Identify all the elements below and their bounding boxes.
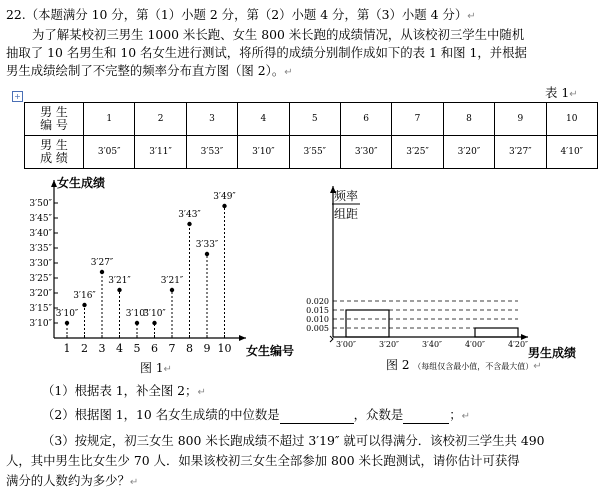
figure-1-point	[135, 321, 139, 325]
table-cell: 9	[495, 103, 546, 136]
return-mark: ↵	[284, 67, 293, 78]
figure-1-point	[222, 204, 226, 208]
figure-1-point-label: 3′10″	[143, 309, 166, 319]
figure-1-y-tick-label: 3′30″	[29, 259, 52, 269]
figure-2-y-tick-label: 0.005	[306, 324, 329, 333]
figure-1-point	[65, 321, 69, 325]
figure-1-caption	[140, 359, 172, 376]
figure-1-chart	[0, 176, 300, 376]
figure-1-y-tick-label: 3′15″	[29, 304, 52, 314]
question-3-line-2	[6, 452, 520, 469]
intro-text-2: 抽取了 10 名男生和 10 名女生进行测试，将所得的成绩分别制作成如下的表 1 和图 1，并根据	[6, 45, 527, 60]
intro-line-2	[6, 44, 527, 61]
figure-2-caption	[386, 356, 542, 373]
figure-1-point	[82, 303, 86, 307]
question-1-text: （1）根据表 1，补全图 2；	[42, 383, 198, 398]
figure-1-x-tick-label: 7	[168, 342, 176, 355]
table-cell: 3	[186, 103, 237, 136]
question-2	[42, 406, 470, 425]
table-cell: 3′30″	[340, 136, 391, 169]
figure-1-point-label: 3′10″	[55, 309, 79, 319]
table-cell: 5	[289, 103, 340, 136]
figure-2-x-tick-label: 4′00″	[464, 340, 486, 349]
row-header-line: 成 绩	[40, 151, 68, 165]
return-mark: ↵	[129, 477, 139, 488]
figure-1-x-tick-label: 10	[217, 342, 232, 355]
figure-2-chart	[296, 182, 601, 372]
figure-2-caption-text: 图 2	[386, 358, 410, 372]
figure-1-point-label: 3′43″	[178, 210, 201, 220]
table-cell: 3′10″	[238, 136, 289, 169]
question-3-line-3	[6, 472, 138, 491]
question-3-text-1: （3）按规定，初三女生 800 米长跑成绩不超过 3′19″ 就可以得满分．该校初三学生共 490	[42, 433, 545, 448]
table-cell: 8	[443, 103, 494, 136]
figure-2-bar	[475, 328, 518, 337]
question-2-text-c: ；	[449, 407, 462, 422]
table-row-ids	[25, 103, 598, 136]
figure-1-x-tick-label: 1	[63, 342, 71, 355]
figure-2-y-tick-label: 0.020	[306, 297, 329, 306]
problem-heading	[6, 6, 476, 25]
table-cell: 3′27″	[495, 136, 546, 169]
row-header-line: 编 号	[40, 118, 68, 132]
table-cell: 3′55″	[289, 136, 340, 169]
table-cell: 3′53″	[186, 136, 237, 169]
row-header-scores	[25, 136, 84, 169]
table-cell: 3′05″	[84, 136, 135, 169]
figure-1-y-tick-label: 3′45″	[29, 214, 52, 224]
table-move-handle-icon[interactable]: +	[12, 91, 23, 102]
table-cell: 3′20″	[443, 136, 494, 169]
question-2-text-a: （2）根据图 1，10 名女生成绩的中位数是	[42, 407, 280, 422]
mode-answer-blank[interactable]	[403, 406, 449, 424]
table-cell: 10	[546, 103, 597, 136]
figure-1-point-label: 3′27″	[90, 258, 114, 268]
table-cell: 4′10″	[546, 136, 597, 169]
table-cell: 3′25″	[392, 136, 443, 169]
figure-1-x-tick-label: 4	[116, 342, 123, 355]
table-caption-text: 表 1	[545, 85, 570, 100]
table-cell: 1	[84, 103, 135, 136]
table-cell: 6	[340, 103, 391, 136]
figure-2-x-tick-label: 4′20″	[507, 340, 529, 349]
return-mark: ↵	[533, 361, 542, 372]
figure-1-point-label: 3′16″	[73, 291, 96, 301]
figure-1-x-tick-label: 3	[98, 342, 106, 355]
figure-1-caption-text: 图 1	[140, 361, 164, 375]
figure-1-x-title: 女生编号	[246, 344, 295, 358]
table-cell: 7	[392, 103, 443, 136]
table-cell: 2	[135, 103, 186, 136]
figure-2-x-tick-label: 3′00″	[335, 340, 357, 349]
question-3-text-3: 满分的人数约为多少？	[6, 473, 130, 488]
row-header-line: 男 生	[40, 105, 68, 119]
figure-1-point	[205, 252, 209, 256]
figure-1-point	[117, 288, 121, 292]
figure-2-x-tick-label: 3′40″	[421, 340, 443, 349]
figure-1-y-tick-label: 3′25″	[29, 274, 52, 284]
figure-2-y-tick-label: 0.010	[306, 315, 329, 324]
figure-1-y-tick-label: 3′50″	[29, 199, 52, 209]
intro-text-1: 为了解某校初三男生 1000 米长跑、女生 800 米长跑的成绩情况，从该校初三学生中随机	[32, 27, 525, 42]
figure-2-y-title-bottom: 组距	[334, 207, 359, 221]
question-3-line-1	[42, 432, 544, 449]
figure-1-point	[187, 222, 191, 226]
figure-2-bar	[346, 310, 389, 337]
figure-1-point-label: 3′21″	[160, 276, 184, 286]
return-mark: ↵	[467, 11, 476, 22]
question-2-text-b: ，众数是	[353, 407, 404, 422]
figure-1-point-label: 3′10″	[125, 309, 149, 319]
table-row-scores	[25, 136, 598, 169]
intro-line-1	[32, 26, 524, 43]
table-cell: 4	[238, 103, 289, 136]
figure-2-y-tick-label: 0.015	[306, 306, 329, 315]
figure-1-point	[100, 270, 104, 274]
figure-1-x-tick-label: 6	[151, 342, 158, 355]
figure-1-x-tick-label: 8	[186, 342, 193, 355]
median-answer-blank[interactable]	[280, 406, 354, 424]
table-cell: 3′11″	[135, 136, 186, 169]
figure-1-y-tick-label: 3′35″	[29, 244, 52, 254]
heading-text: 22.（本题满分 10 分，第（1）小题 2 分，第（2）小题 4 分，第（3）小题 4 分）	[6, 7, 468, 22]
intro-text-3: 男生成绩绘制了不完整的频率分布直方图（图 2）。	[6, 63, 285, 78]
figure-1-x-tick-label: 2	[81, 342, 88, 355]
figure-2-y-title-top: 频率	[334, 189, 359, 203]
figure-2-x-tick-label: 3′20″	[378, 340, 400, 349]
figure-1-y-tick-label: 3′10″	[29, 319, 52, 329]
row-header-line: 男 生	[40, 138, 68, 152]
figure-1-y-title: 女生成绩	[57, 176, 106, 190]
return-mark: ↵	[461, 411, 471, 422]
question-1	[42, 382, 206, 401]
scores-table	[24, 102, 598, 169]
question-3-text-2: 人，其中男生比女生少 70 人．如果该校初三女生全部参加 800 米长跑测试，请你估计可获得	[6, 453, 520, 468]
figure-1-point	[152, 321, 156, 325]
row-header-ids	[25, 103, 84, 136]
figure-1-point	[170, 288, 174, 292]
figure-1-point-label: 3′21″	[108, 276, 131, 286]
figure-1-point-label: 3′49″	[213, 192, 236, 202]
return-mark: ↵	[569, 89, 578, 100]
return-mark: ↵	[163, 364, 172, 375]
intro-line-3	[6, 62, 293, 81]
figure-1-x-tick-label: 5	[133, 342, 141, 355]
figure-1-x-tick-label: 9	[203, 342, 211, 355]
table-caption	[545, 84, 578, 103]
figure-1-point-label: 3′33″	[195, 240, 219, 250]
figure-1-y-tick-label: 3′40″	[29, 229, 52, 239]
return-mark: ↵	[197, 387, 206, 398]
figure-2-note: （每组仅含最小值，不含最大值）	[413, 362, 534, 371]
figure-2-x-title: 男生成绩	[528, 346, 577, 360]
figure-1-y-tick-label: 3′20″	[29, 289, 52, 299]
